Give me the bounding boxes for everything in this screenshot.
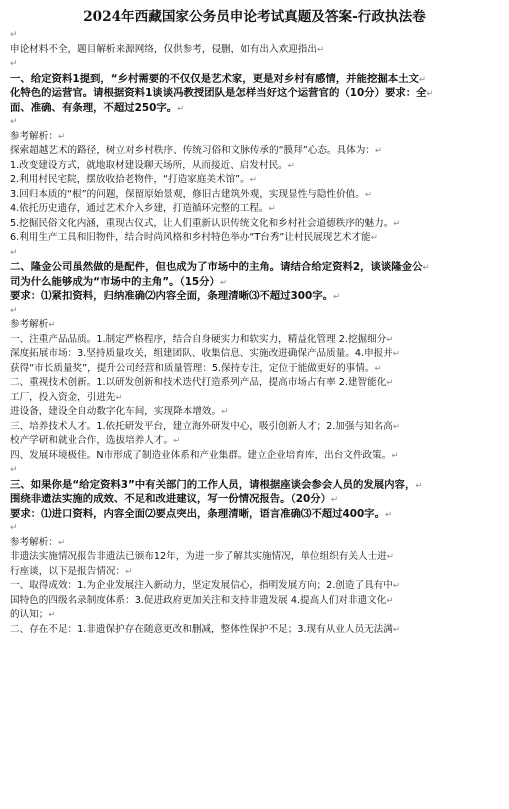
text-line xyxy=(10,188,499,203)
text-line xyxy=(10,231,499,246)
text-line xyxy=(10,376,499,391)
text-line xyxy=(10,579,499,594)
text-line xyxy=(10,608,499,623)
text-line xyxy=(10,391,499,406)
line-text: 要求：⑴紧扣资料，归纳准确⑵内容全面，条理清晰⑶不超过300字。 xyxy=(10,290,334,302)
question-line xyxy=(10,478,499,493)
question-line xyxy=(10,72,499,87)
paragraph-mark: ↵ xyxy=(10,30,18,40)
paragraph-mark: ↵ xyxy=(422,263,430,273)
text-line xyxy=(10,362,499,377)
paragraph-mark: ↵ xyxy=(370,233,378,243)
text-line xyxy=(10,550,499,565)
line-text: 一、给定资料1提到，“乡村需要的不仅仅是艺术家，更是对乡村有感情，并能挖掘本土文 xyxy=(10,72,419,85)
line-text: 四、发展环境极佳。N市形成了制造业体系和产业集群。建立企业培育库，出台文件政策。 xyxy=(10,449,392,461)
paragraph-mark: ↵ xyxy=(415,480,423,491)
text-line xyxy=(10,565,499,580)
document-title: 2024年西藏国家公务员申论考试真题及答案-行政执法卷 xyxy=(83,9,426,25)
paragraph-mark: ↵ xyxy=(48,320,56,330)
line-text: 化特色的运营官。请根据资料1谈谈冯教授团队是怎样当好这个运营官的（10分）要求：全 xyxy=(10,87,427,99)
line-text: 司为什么能够成为“市场中的主角”。（15分） xyxy=(10,275,220,288)
paragraph-mark: ↵ xyxy=(330,495,339,505)
paragraph-mark: ↵ xyxy=(386,334,394,345)
line-text: 获得“市长质量奖”，提升公司经营和质量管理：5.保持专注，定位于能做更好的事情。 xyxy=(10,362,375,374)
line-text: 深度拓展市场：3.坚持质量攻关，组建团队、收集信息、实施改进确保产品质量。4.申报并 xyxy=(10,348,393,359)
text-line xyxy=(10,594,499,609)
paragraph-mark: ↵ xyxy=(57,537,66,548)
line-text: 围绕非遗法实施的成效、不足和改进建议，写一份情况报告。（20分） xyxy=(10,493,331,505)
paragraph-mark: ↵ xyxy=(10,59,18,69)
line-text: 参考解析： xyxy=(10,536,58,548)
paragraph-mark: ↵ xyxy=(392,421,400,432)
paragraph-mark: ↵ xyxy=(219,277,228,288)
text-line xyxy=(10,623,499,638)
text-line xyxy=(10,318,499,333)
question-line xyxy=(10,507,499,522)
paragraph-mark: ↵ xyxy=(221,407,229,417)
paragraph-mark: ↵ xyxy=(317,44,325,55)
text-line xyxy=(10,420,499,435)
paragraph-mark: ↵ xyxy=(177,103,185,114)
line-text: 一、注重产品品质。1.制定严格程序，结合自身硬实力和软实力，精益化管理 2.挖掘细分 xyxy=(10,333,387,345)
text-line xyxy=(10,144,499,159)
line-text: 行座谈，以下是报告情况： xyxy=(10,565,126,577)
paragraph-mark: ↵ xyxy=(392,624,400,635)
document-body xyxy=(10,28,499,637)
text-line xyxy=(10,130,499,145)
line-text: 6.利用生产工具和旧物件，结合时尚风格和乡村特色举办“T台秀”让村民展现艺术才能 xyxy=(10,232,371,243)
paragraph-mark: ↵ xyxy=(10,247,18,258)
line-text: 二、隆金公司虽然做的是配件，但也成为了市场中的主角。请结合给定资料2，谈谈隆金公 xyxy=(10,261,423,273)
text-line xyxy=(10,217,499,232)
paragraph-mark: ↵ xyxy=(391,450,399,461)
line-text: 三、如果你是“给定资料3”中有关部门的工作人员，请根据座谈会参会人员的发展内容， xyxy=(10,478,416,491)
text-line xyxy=(10,173,499,188)
text-line xyxy=(10,449,499,464)
line-text: 三、培养技术人才。1.依托研发平台，建立海外研发中心，吸引创新人才；2.加强与知名高 xyxy=(10,420,393,432)
text-line xyxy=(10,159,499,174)
paragraph-mark: ↵ xyxy=(10,465,18,475)
line-text: 的认知； xyxy=(10,609,49,620)
line-text: 非遗法实施情况报告非遗法已颁布12年，为进一步了解其实施情况，单位组织有关人士进 xyxy=(10,551,387,562)
line-text: 国特色的四级名录制度体系：3.促进政府更加关注和支持非遗发展 4.提高人们对非遗文化 xyxy=(10,594,387,606)
paragraph-mark: ↵ xyxy=(384,509,393,520)
line-text: 5.挖掘民俗文化内涵，重现古仪式，让人们重新认识传统文化和乡村社会道德秩序的魅力。 xyxy=(10,217,394,229)
paragraph-mark: ↵ xyxy=(48,610,56,620)
line-text: 进设备，建设全自动数字化车间，实现降本增效。 xyxy=(10,406,222,417)
line-text: 3.回归本质的“根”的问题，保留原始景观，修旧古建筑外观，实现显性与隐性价值。 xyxy=(10,188,365,200)
paragraph-mark: ↵ xyxy=(249,175,257,185)
line-text: 探索超越艺术的路径，树立对乡村秩序、传统习俗和文脉传承的“膜拜”心态。具体为： xyxy=(10,145,375,156)
text-line xyxy=(10,202,499,217)
question-line xyxy=(10,492,499,507)
paragraph-mark: ↵ xyxy=(10,117,18,127)
paragraph-mark: ↵ xyxy=(392,581,400,591)
line-text: 二、重视技术创新。1.以研发创新和技术迭代打造系列产品，提高市场占有率 2.建智能化 xyxy=(10,377,387,388)
paragraph-mark: ↵ xyxy=(10,523,18,533)
line-text: 参考解析 xyxy=(10,319,49,330)
paragraph-mark: ↵ xyxy=(364,189,372,200)
text-line xyxy=(10,536,499,551)
paragraph-mark: ↵ xyxy=(392,349,400,359)
paragraph-mark: ↵ xyxy=(125,566,133,577)
text-line xyxy=(10,405,499,420)
line-text: 申论材料不全，题目解析来源网络，仅供参考，侵删，如有出入欢迎指出 xyxy=(10,43,317,55)
line-text: 面、准确、有条理，不超过250字。 xyxy=(10,101,178,114)
paragraph-mark: ↵ xyxy=(173,436,181,446)
paragraph-mark: ↵ xyxy=(10,305,18,316)
question-line xyxy=(10,275,499,290)
paragraph-mark: ↵ xyxy=(386,552,394,562)
question-line xyxy=(10,260,499,275)
line-text: 要求：⑴进口资料，内容全面⑵要点突出，条理清晰，语言准确⑶不超过400字。 xyxy=(10,507,385,520)
line-text: 校产学研和就业合作，选拔培养人才。 xyxy=(10,435,174,446)
paragraph-mark: ↵ xyxy=(418,74,427,85)
line-text: 参考解析： xyxy=(10,130,58,142)
paragraph-mark: ↵ xyxy=(268,204,276,214)
paragraph-mark: ↵ xyxy=(333,292,341,302)
line-text: 2.利用村民宅院，摆放收拾老物件，“打造家庭美术馆”。 xyxy=(10,174,250,185)
paragraph-mark: ↵ xyxy=(426,89,434,99)
paragraph-mark: ↵ xyxy=(386,378,394,388)
paragraph-mark: ↵ xyxy=(287,160,295,171)
question-line xyxy=(10,289,499,304)
line-text: 二、存在不足：1.非遗保护存在随意更改和删减，整体性保护不足；3.现有从业人员无法满 xyxy=(10,623,393,635)
question-line xyxy=(10,101,499,116)
line-text: 一、取得成效：1.为企业发展注入新动力，坚定发展信心，指明发展方向；2.创造了具有中 xyxy=(10,580,393,591)
question-line xyxy=(10,86,499,101)
paragraph-mark: ↵ xyxy=(57,131,66,142)
paragraph-mark: ↵ xyxy=(374,363,382,374)
line-text: 工厂，投入资金，引进先 xyxy=(10,391,116,403)
paragraph-mark: ↵ xyxy=(386,595,394,606)
paragraph-mark: ↵ xyxy=(115,392,123,403)
text-line xyxy=(10,434,499,449)
paragraph-mark: ↵ xyxy=(374,146,383,156)
text-line xyxy=(10,333,499,348)
line-text: 4.依托历史遗存，通过艺术介入乡建，打造循环完整的工程。 xyxy=(10,203,269,214)
text-line xyxy=(10,43,499,58)
line-text: 1.改变建设方式，就地取材建设聊天场所，从而接近、启发村民。 xyxy=(10,159,288,171)
paragraph-mark: ↵ xyxy=(393,218,401,229)
text-line xyxy=(10,347,499,362)
